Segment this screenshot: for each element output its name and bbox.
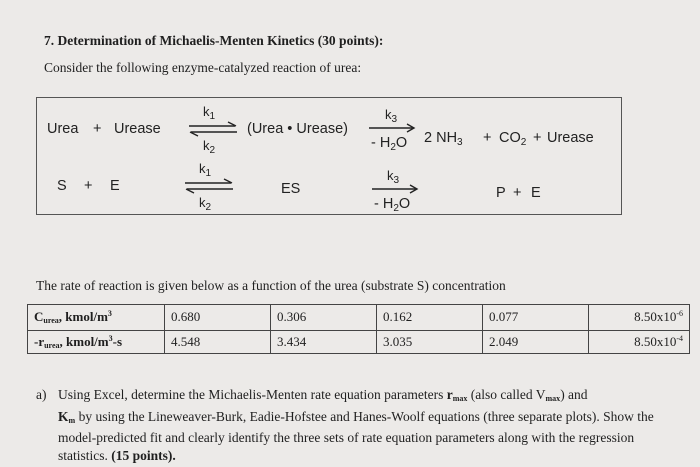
table-cell: 3.434	[271, 330, 377, 353]
complex-es: ES	[281, 181, 301, 197]
enzyme-regenerated: Urease	[547, 130, 594, 146]
plus-sign: +	[513, 185, 522, 201]
reactant-urease: Urease	[114, 121, 161, 137]
substrate-s: S	[57, 178, 67, 194]
enzyme-e: E	[531, 185, 541, 201]
plus-sign: +	[93, 121, 102, 137]
product-co2: $CO_2$	[499, 130, 527, 148]
rate-constant-k2: $k_2$	[199, 195, 212, 213]
table-cell: 0.680	[165, 305, 271, 331]
rate-constant-k3: $k_3$	[387, 168, 400, 186]
question-label: a)	[36, 387, 47, 402]
rate-data-table	[27, 304, 690, 354]
concentration-label: Curea, kmol/$m^3$	[28, 305, 165, 331]
table-cell: 0.162	[377, 305, 483, 331]
table-cell: 3.035	[377, 330, 483, 353]
reactant-urea: Urea	[47, 121, 79, 137]
table-row	[28, 305, 690, 331]
table-cell: $8.50x10^{-6}$	[589, 305, 690, 331]
forward-arrow-icon	[367, 123, 417, 133]
rate-constant-k2: $k_2$	[203, 138, 216, 156]
rate-description: The rate of reaction is given below as a function of the urea (substrate S) concentration	[36, 278, 506, 293]
table-cell: 4.548	[165, 330, 271, 353]
equilibrium-arrows-icon	[183, 178, 235, 194]
plus-sign: +	[483, 130, 492, 146]
rate-label: -rurea, kmol/$m^3-s$	[28, 330, 165, 353]
product-p: P	[496, 185, 506, 201]
forward-arrow-icon	[370, 184, 420, 194]
table-row	[28, 330, 690, 353]
question-text: Using Excel, determine the Michaelis-Menten rate equation parameters rmax (also called Vmax) and Km by using the Lineweaver-Burk, Eadie-Hofstee and Hanes-Woolf equations (three separate plots). Show the model-predicted fit and clearly identify the three sets of rate equation parameters along with the regression statistics. (15 points).	[58, 387, 654, 463]
problem-subtitle: Consider the following enzyme-catalyzed reaction of urea:	[44, 60, 362, 75]
plus-sign: +	[84, 178, 93, 194]
problem-title: 7. Determination of Michaelis-Menten Kinetics (30 points):	[44, 33, 384, 48]
rate-constant-k1: $k_1$	[199, 161, 212, 179]
water-loss: - $H_2O$	[374, 196, 411, 214]
plus-sign: +	[533, 130, 542, 146]
reaction-scheme-box	[36, 97, 622, 215]
table-cell: 0.306	[271, 305, 377, 331]
rate-constant-k3: $k_3$	[385, 107, 398, 125]
equilibrium-arrows-icon	[187, 121, 239, 137]
table-cell: 2.049	[483, 330, 589, 353]
table-cell: 0.077	[483, 305, 589, 331]
enzyme-substrate-complex: (Urea • Urease)	[247, 121, 348, 137]
water-loss: - $H_2O$	[371, 135, 408, 153]
table-cell: $8.50x10^{-4}$	[589, 330, 690, 353]
enzyme-e: E	[110, 178, 120, 194]
rate-constant-k1: $k_1$	[203, 104, 216, 122]
product-ammonia: 2 $NH_3$	[424, 130, 463, 148]
